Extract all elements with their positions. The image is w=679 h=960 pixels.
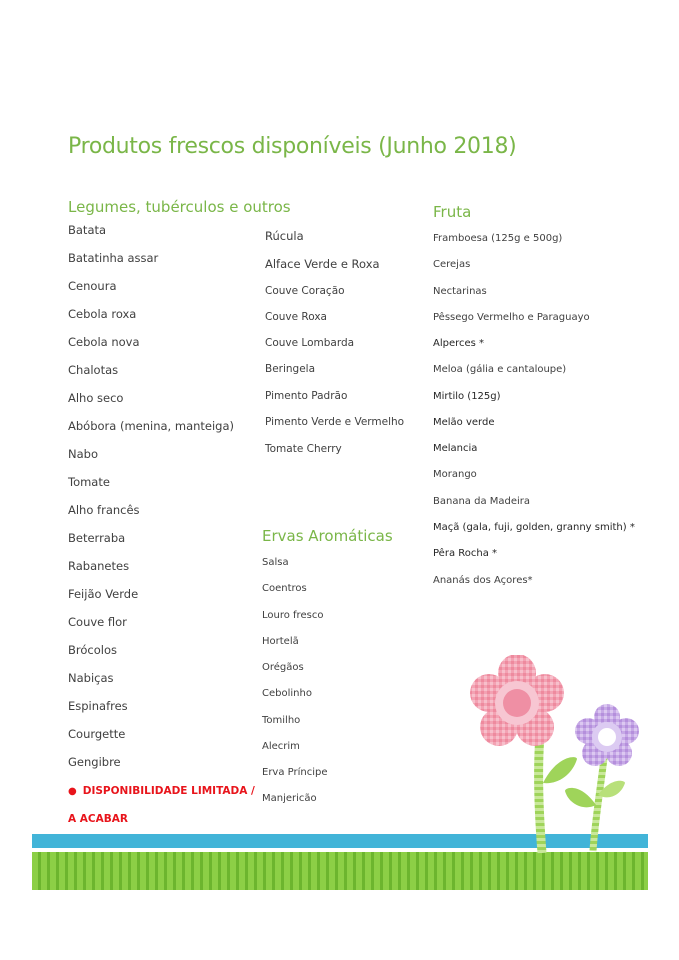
list-item: Melão verde: [433, 417, 495, 428]
list-item: Beringela: [265, 363, 316, 375]
list-item: Batata: [68, 223, 107, 237]
list-item: Nabo: [68, 447, 98, 461]
list-item: Pimento Verde e Vermelho: [265, 416, 405, 428]
list-item: Courgette: [68, 727, 126, 741]
list-item: Batatinha assar: [68, 251, 159, 265]
list-item: Cebola nova: [68, 335, 140, 349]
stem-shape: [539, 735, 542, 853]
page-title: Produtos frescos disponíveis (Junho 2018): [68, 134, 517, 159]
list-item: Alho francês: [68, 503, 140, 517]
list-item: Framboesa (125g e 500g): [433, 233, 563, 244]
list-item: Alface Verde e Roxa: [265, 257, 380, 271]
list-item: Cebolinho: [262, 688, 312, 699]
list-item: Cerejas: [433, 259, 471, 270]
bullet-icon: ●: [68, 786, 77, 797]
list-item: Erva Príncipe: [262, 767, 328, 778]
list-item: Tomilho: [262, 715, 301, 726]
leaf-shape: [543, 757, 577, 783]
list-item: Louro fresco: [262, 610, 324, 621]
list-item: Cenoura: [68, 279, 117, 293]
note-line-2: A ACABAR: [68, 813, 128, 825]
list-item: Ananás dos Açores*: [433, 575, 533, 586]
list-item: Beterraba: [68, 531, 126, 545]
list-item: Orégãos: [262, 662, 304, 673]
herbs-heading: Ervas Aromáticas: [262, 527, 393, 545]
list-item: Melancia: [433, 443, 478, 454]
list-item: Couve Coração: [265, 285, 345, 297]
fruit-heading: Fruta: [433, 203, 472, 221]
list-item: Salsa: [262, 557, 289, 568]
list-item: Meloa (gália e cantaloupe): [433, 364, 567, 375]
list-item: Nectarinas: [433, 286, 487, 297]
list-item: Espinafres: [68, 699, 128, 713]
list-item: Pêssego Vermelho e Paraguayo: [433, 312, 590, 323]
list-item: Tomate Cherry: [265, 443, 342, 455]
list-item: Alho seco: [68, 391, 124, 405]
list-item: Rúcula: [265, 229, 304, 243]
list-item: Cebola roxa: [68, 307, 137, 321]
list-item: Alecrim: [262, 741, 300, 752]
list-item: Brócolos: [68, 643, 117, 657]
list-item: Morango: [433, 469, 477, 480]
list-item: Rabanetes: [68, 559, 130, 573]
list-item: Chalotas: [68, 363, 119, 377]
list-item: Manjericão: [262, 793, 317, 804]
pink-flower: [470, 655, 564, 746]
flowers-illustration: [465, 655, 655, 860]
note-line-1: DISPONIBILIDADE LIMITADA /: [82, 785, 255, 797]
list-item: Couve Lombarda: [265, 337, 355, 349]
list-item: Nabiças: [68, 671, 114, 685]
list-item: Couve flor: [68, 615, 127, 629]
purple-flower: [575, 704, 639, 766]
limited-availability-note: [68, 785, 255, 797]
list-item: Mirtilo (125g): [433, 391, 501, 402]
list-item: Hortelã: [262, 636, 299, 647]
list-item: Coentros: [262, 583, 307, 594]
list-item: Alperces *: [433, 338, 485, 349]
vegetables-heading: Legumes, tubérculos e outros: [68, 198, 291, 216]
leaf-shape: [565, 788, 596, 807]
list-item: Maçã (gala, fuji, golden, granny smith) *: [433, 522, 635, 533]
list-item: Couve Roxa: [265, 311, 327, 323]
list-item: Pimento Padrão: [265, 390, 348, 402]
list-item: Tomate: [68, 475, 110, 489]
list-item: Gengibre: [68, 755, 121, 769]
list-item: Pêra Rocha *: [433, 548, 498, 559]
list-item: Feijão Verde: [68, 587, 139, 601]
list-item: Abóbora (menina, manteiga): [68, 419, 235, 433]
list-item: Banana da Madeira: [433, 496, 531, 507]
